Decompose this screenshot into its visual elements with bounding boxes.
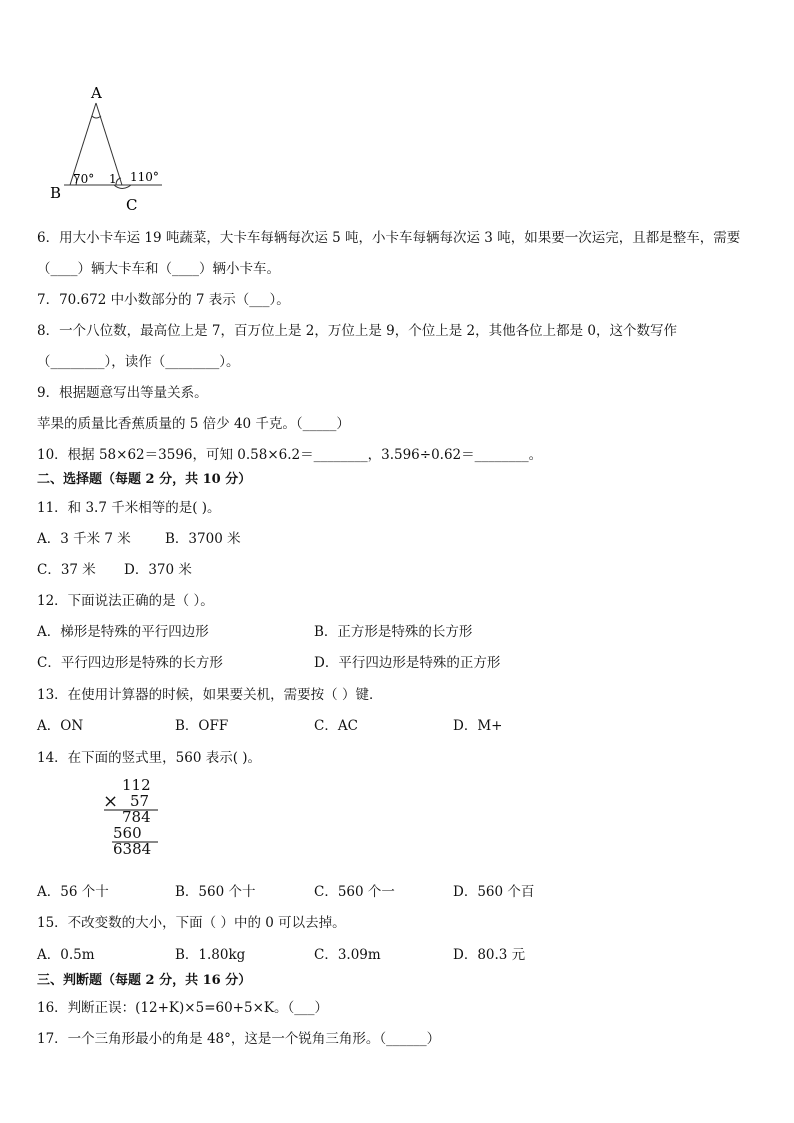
question-16: 16．判断正误：(12+K)×5=60+5×K。（___） (37, 1000, 328, 1016)
q12-option-c: C．平行四边形是特殊的长方形 (37, 655, 223, 671)
q12-option-a: A．梯形是特殊的平行四边形 (37, 624, 209, 640)
q11-option-b: B．3700 米 (165, 531, 241, 547)
vertex-c-label: C (126, 196, 138, 214)
section-3-heading: 三、判断题（每题 2 分，共 16 分） (37, 973, 252, 988)
q14-option-a: A．56 个十 (37, 884, 109, 900)
q15-option-b: B．1.80kg (175, 947, 246, 963)
q15-option-d: D．80.3 元 (453, 947, 526, 963)
question-10: 10．根据 58×62＝3596，可知 0.58×6.2＝________，3.596÷0.62＝________。 (37, 447, 543, 463)
question-14-stem: 14．在下面的竖式里，560 表示( )。 (37, 750, 262, 766)
q15-option-c: C．3.09m (314, 947, 381, 963)
angle-ext-label: 110° (130, 170, 159, 184)
question-9-line2: 苹果的质量比香蕉质量的 5 倍少 40 千克。（_____） (37, 416, 350, 432)
q13-option-b: B．OFF (175, 718, 229, 734)
vertex-b-label: B (50, 184, 62, 202)
partial-product-2: 560 (113, 824, 142, 842)
q11-option-c: C．37 米 (37, 562, 96, 578)
question-17: 17．一个三角形最小的角是 48°，这是一个锐角三角形。（______） (37, 1031, 441, 1047)
question-6-line1: 6．用大小卡车运 19 吨蔬菜，大卡车每辆每次运 5 吨，小卡车每辆每次运 3 吨，如果要一次运完，且都是整车，需要 (37, 230, 741, 246)
question-9-line1: 9．根据题意写出等量关系。 (37, 385, 208, 401)
question-6-line2: （____）辆大卡车和（____）辆小卡车。 (37, 261, 280, 277)
final-product: 6384 (113, 840, 152, 858)
question-7: 7．70.672 中小数部分的 7 表示（___）。 (37, 292, 290, 308)
triangle-figure (0, 0, 794, 220)
angle-1-label: 1 (109, 172, 117, 186)
vertical-multiplication (96, 772, 186, 862)
question-13-stem: 13．在使用计算器的时候，如果要关机，需要按（ ）键． (37, 687, 383, 703)
q12-option-b: B．正方形是特殊的长方形 (314, 624, 473, 640)
q13-option-c: C．AC (314, 718, 358, 734)
section-2-heading: 二、选择题（每题 2 分，共 10 分） (37, 472, 252, 487)
vertex-a-label: A (91, 84, 102, 102)
question-11-stem: 11．和 3.7 千米相等的是( )。 (37, 500, 221, 516)
question-8-line1: 8．一个八位数，最高位上是 7，百万位上是 2，万位上是 9，个位上是 2，其他各位上都是 0，这个数写作 (37, 323, 677, 339)
q14-option-d: D．560 个百 (453, 884, 535, 900)
multiplicand: 112 (122, 776, 151, 794)
q12-option-d: D．平行四边形是特殊的正方形 (314, 655, 501, 671)
q14-option-c: C．560 个一 (314, 884, 395, 900)
q11-option-d: D．370 米 (124, 562, 192, 578)
q15-option-a: A．0.5m (37, 947, 95, 963)
multiplier: 57 (130, 792, 150, 810)
q11-option-a: A．3 千米 7 米 (37, 531, 131, 547)
q14-option-b: B．560 个十 (175, 884, 256, 900)
question-8-line2: （________），读作（________）。 (37, 354, 240, 370)
q13-option-d: D．M+ (453, 718, 503, 734)
angle-b-label: 70° (73, 172, 95, 186)
partial-product-1: 784 (122, 808, 151, 826)
question-12-stem: 12．下面说法正确的是（ ）。 (37, 593, 214, 609)
multiply-sign: × (103, 791, 119, 812)
q13-option-a: A．ON (37, 718, 84, 734)
question-15-stem: 15．不改变数的大小，下面（ ）中的 0 可以去掉。 (37, 915, 346, 931)
